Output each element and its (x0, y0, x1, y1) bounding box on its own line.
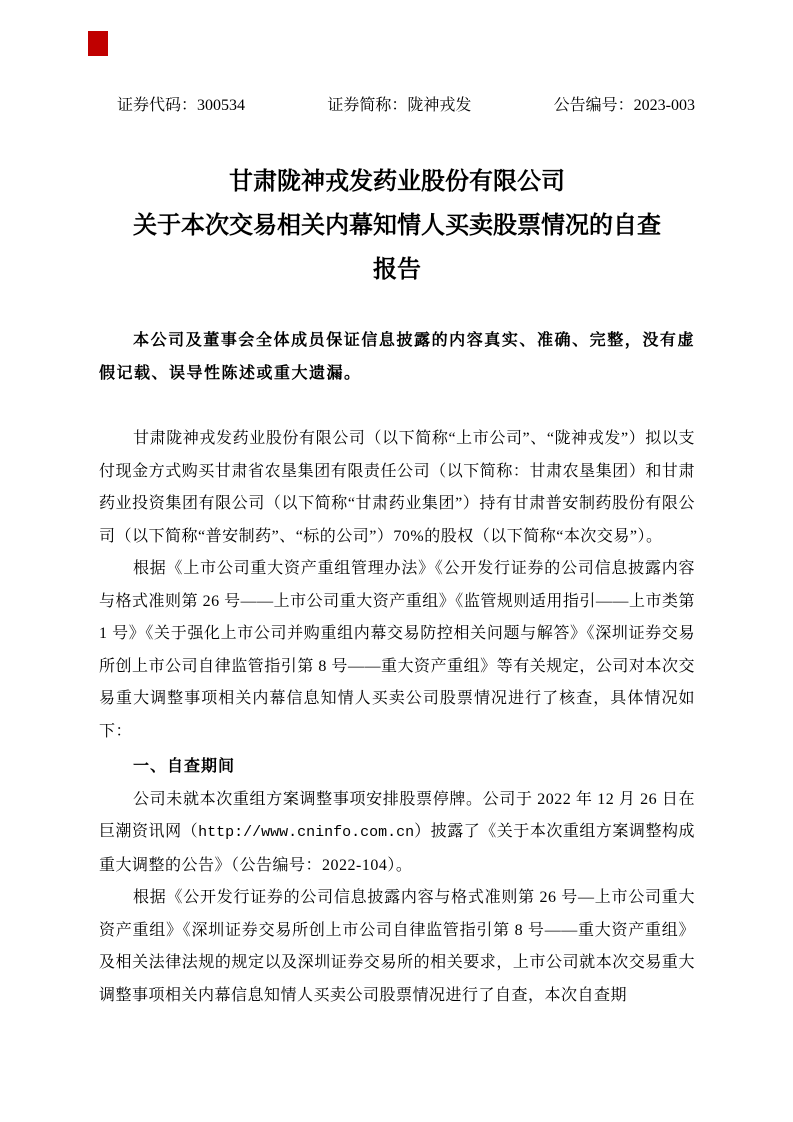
title-line-subject: 关于本次交易相关内幕知情人买卖股票情况的自查 (133, 213, 661, 239)
title-line-company: 甘肃陇神戎发药业股份有限公司 (229, 169, 565, 195)
cninfo-url: http://www.cninfo.com.cn (198, 824, 415, 841)
stock-code: 证券代码：300534 (117, 97, 246, 114)
paragraph-regulations: 根据《上市公司重大资产重组管理办法》《公开发行证券的公司信息披露内容与格式准则第 26 号——上市公司重大资产重组》《监管规则适用指引——上市类第 1 号》《关于强化上市公司并购重组内幕交易防控相关问题与解答》《深圳证券交易所创上市公司自律监管指引第 8 号——重大资产重组》等有关规定，公司对本次交易重大调整事项相关内幕信息知情人买卖公司股票情况进行了核查，具体情况如下： (99, 560, 695, 740)
section-heading-self-inspection-period: 一、自查期间 (133, 758, 236, 775)
announcement-number: 公告编号：2023-003 (553, 97, 695, 114)
disclaimer-statement: 本公司及董事会全体成员保证信息披露的内容真实、准确、完整，没有虚假记载、误导性陈述或重大遗漏。 (99, 332, 695, 382)
paragraph-transaction-overview: 甘肃陇神戎发药业股份有限公司（以下简称“上市公司”、“陇神戎发”）拟以支付现金方式购买甘肃省农垦集团有限责任公司（以下简称：甘肃农垦集团）和甘肃药业投资集团有限公司（以下简称“甘肃药业集团”）持有甘肃普安制药股份有限公司（以下简称“普安制药”、“标的公司”）70%的股权（以下简称“本次交易”）。 (99, 430, 695, 545)
paragraph-disclosure-prefix: 公司未就本次重组方案调整事项安排股票停牌。公司于 2022 年 12 月 26 日在巨潮资讯网（ (99, 790, 695, 840)
doc-header (99, 95, 695, 117)
document-title (99, 160, 695, 292)
paragraph-self-inspection: 根据《公开发行证券的公司信息披露内容与格式准则第 26 号—上市公司重大资产重组》《深圳证券交易所创上市公司自律监管指引第 8 号——重大资产重组》及相关法律法规的规定以及深圳证券交易所的相关要求，上市公司就本次交易重大调整事项相关内幕信息知情人买卖公司股票情况进行了自查，本次自查期 (99, 889, 695, 1004)
document-content (99, 0, 695, 1012)
paragraph-disclosure (99, 784, 695, 883)
paragraph-disclosure-suffix: ）披露了《关于本次重组方案调整构成重大调整的公告》（公告编号：2022-104）。 (99, 823, 695, 874)
title-line-report: 报告 (373, 257, 421, 283)
stock-name: 证券简称：陇神戎发 (327, 97, 472, 114)
